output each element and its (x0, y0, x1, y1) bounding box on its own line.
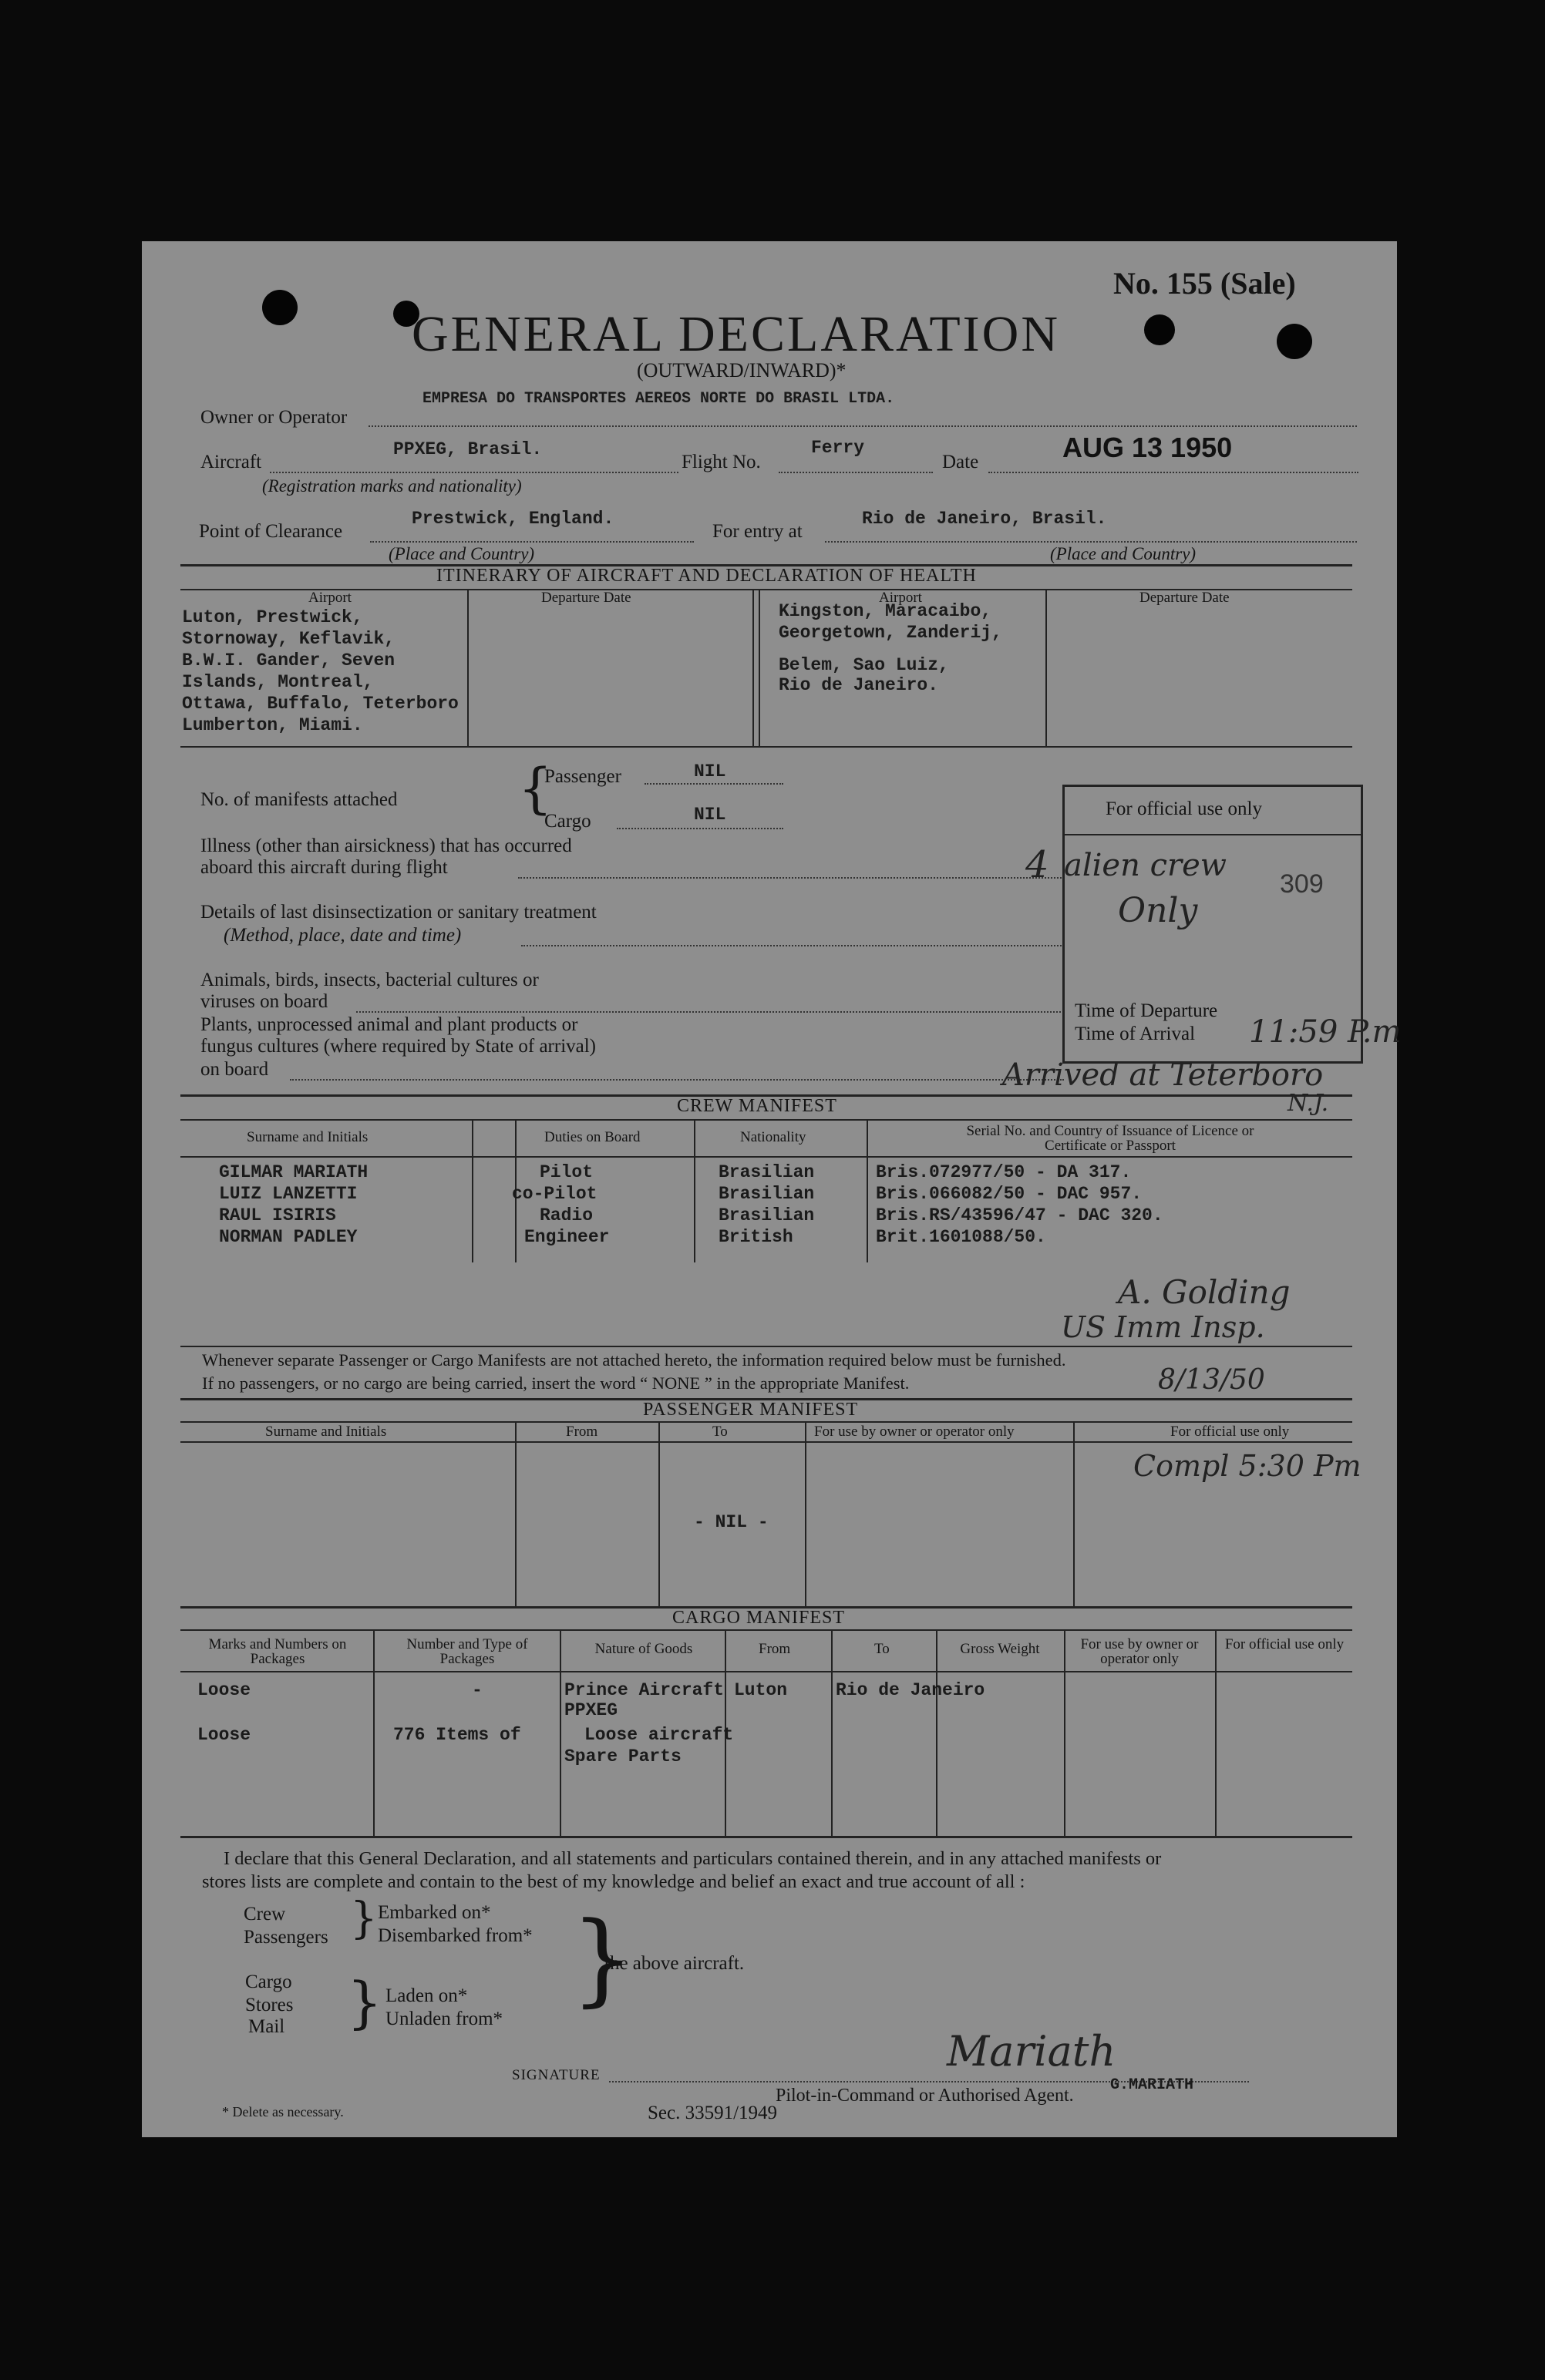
disinsect-note: (Method, place, date and time) (224, 925, 462, 946)
col-divider (1215, 1629, 1217, 1836)
col-divider (831, 1629, 833, 1836)
decl-unladen: Unladen from* (385, 2009, 503, 2029)
entry-line (825, 541, 1357, 543)
cargo-number: - (472, 1680, 483, 1700)
flight-label: Flight No. (682, 452, 761, 472)
decl-above: the above aircraft. (604, 1953, 745, 1974)
pax-col-name: Surname and Initials (265, 1424, 387, 1440)
col-divider (1064, 1629, 1065, 1836)
rule (180, 1346, 1352, 1347)
animals-label: Animals, birds, insects, bacterial cultures or (200, 970, 539, 990)
plants-label: Plants, unprocessed animal and plant products or (200, 1014, 578, 1035)
animals-label: viruses on board (200, 991, 328, 1012)
inspector-date: 8/13/50 (1158, 1364, 1265, 1396)
owner-value: EMPRESA DO TRANSPORTES AEREOS NORTE DO BRASIL LTDA. (422, 390, 895, 408)
col-divider (867, 1119, 868, 1262)
arrival-time-value: 11:59 P.m (1249, 1014, 1402, 1050)
declaration-text: stores lists are complete and contain to the best of my knowledge and belief an exact and true account of all : (202, 1871, 1025, 1892)
crew-name: GILMAR MARIATH (219, 1162, 369, 1182)
passenger-line (645, 783, 783, 785)
rule (180, 746, 1352, 748)
crew-col-name: Surname and Initials (247, 1129, 369, 1145)
col-divider (805, 1421, 806, 1606)
col-departure: Departure Date (1139, 590, 1230, 606)
crew-nationality: Brasilian (719, 1205, 815, 1225)
crew-nationality: Brasilian (719, 1162, 815, 1182)
col-departure: Departure Date (541, 590, 631, 606)
rule (180, 1119, 1352, 1121)
col-divider (373, 1629, 375, 1836)
itinerary-heading: ITINERARY OF AIRCRAFT AND DECLARATION OF HEALTH (436, 566, 977, 586)
punch-hole (262, 290, 298, 325)
illness-label: Illness (other than airsickness) that has occurred (200, 835, 572, 856)
aircraft-label: Aircraft (200, 452, 262, 472)
rule (180, 1671, 1352, 1672)
rule (180, 1421, 1352, 1423)
cargo-col-goods: Nature of Goods (594, 1641, 693, 1657)
crew-heading: CREW MANIFEST (677, 1096, 837, 1116)
crew-nationality: British (719, 1227, 793, 1247)
crew-name: LUIZ LANZETTI (219, 1184, 358, 1204)
left-airport: Luton, Prestwick, (182, 607, 363, 627)
cargo-goods: PPXEG (564, 1700, 618, 1720)
form-subtitle: (OUTWARD/INWARD)* (637, 359, 847, 382)
crew-name: NORMAN PADLEY (219, 1227, 358, 1247)
cargo-col-from: From (759, 1641, 791, 1657)
brace: } (571, 1900, 634, 2017)
cargo-col-operator: For use by owner or operator only (1080, 1636, 1199, 1667)
crew-duty: Engineer (524, 1227, 610, 1247)
decl-laden: Laden on* (385, 1985, 468, 2006)
disinsect-line (521, 945, 1064, 946)
cargo-col-to: To (874, 1641, 890, 1657)
crew-nationality: Brasilian (719, 1184, 815, 1204)
pax-col-to: To (712, 1424, 728, 1440)
form-number: No. 155 (Sale) (1113, 266, 1296, 301)
illness-line (518, 877, 1064, 879)
arrived-note: N.J. (1288, 1090, 1329, 1117)
col-divider (936, 1629, 937, 1836)
signature-label: SIGNATURE (512, 2067, 601, 2083)
plants-label: fungus cultures (where required by State of arrival) (200, 1036, 597, 1057)
cargo-line (617, 828, 783, 829)
col-divider (752, 589, 754, 746)
official-stamp-number: 309 (1280, 869, 1324, 899)
plants-line (290, 1079, 1064, 1081)
left-airport: Stornoway, Keflavik, (182, 629, 396, 649)
left-airport: B.W.I. Gander, Seven (182, 650, 396, 671)
crew-licence: Bris.072977/50 - DA 317. (876, 1162, 1132, 1182)
clearance-note: (Place and Country) (389, 544, 535, 563)
decl-embarked: Embarked on* (378, 1902, 491, 1923)
brace: { (518, 757, 553, 820)
entry-value: Rio de Janeiro, Brasil. (862, 509, 1107, 529)
cargo-from: Luton (734, 1680, 788, 1700)
cargo-goods: Spare Parts (564, 1746, 682, 1767)
col-divider (515, 1421, 517, 1606)
decl-stores: Stores (245, 1995, 294, 2015)
notice-line: Whenever separate Passenger or Cargo Manifests are not attached hereto, the information required below must be furnished. (202, 1350, 1066, 1370)
left-airport: Ottawa, Buffalo, Teterboro (182, 694, 459, 714)
punch-hole (1277, 324, 1312, 359)
cargo-value: NIL (694, 805, 726, 825)
pax-nil: - NIL - (694, 1512, 769, 1532)
crew-col-licence: Serial No. and Country of Issuance of Licence or Certificate or Passport (966, 1123, 1254, 1154)
owner-line (369, 425, 1357, 427)
official-hand-note: Only (1118, 891, 1198, 930)
crew-duty: Radio (540, 1205, 594, 1225)
right-airport: Rio de Janeiro. (779, 675, 939, 695)
clearance-value: Prestwick, England. (412, 509, 614, 529)
brace: } (347, 1970, 382, 2035)
passenger-label: Passenger (544, 766, 621, 787)
crew-col-nationality: Nationality (740, 1129, 806, 1145)
col-divider (467, 589, 469, 746)
notice-line: If no passengers, or no cargo are being carried, insert the word “ NONE ” in the appropriate Manifest. (202, 1373, 910, 1393)
decl-cargo: Cargo (245, 1972, 292, 1992)
crew-licence: Brit.1601088/50. (876, 1227, 1046, 1247)
signer-title: Pilot-in-Command or Authorised Agent. (776, 2086, 1074, 2106)
aircraft-value: PPXEG, Brasil. (393, 439, 543, 459)
cargo-label: Cargo (544, 811, 591, 832)
arrived-note: Arrived at Teterboro (1002, 1057, 1324, 1093)
right-airport: Kingston, Maracaibo, (779, 601, 992, 621)
col-divider (658, 1421, 660, 1606)
col-divider (1073, 1421, 1075, 1606)
cargo-goods: Loose aircraft (584, 1725, 734, 1745)
page-title: GENERAL DECLARATION (412, 306, 1060, 362)
cargo-marks: Loose (197, 1680, 251, 1700)
pax-official-note: Compl 5:30 Pm (1133, 1449, 1362, 1483)
official-hand-number: 4 (1025, 843, 1049, 886)
col-divider (694, 1119, 695, 1262)
plants-label: on board (200, 1059, 269, 1080)
cargo-col-number: Number and Type of Packages (406, 1636, 528, 1667)
footnote: * Delete as necessary. (222, 2104, 344, 2119)
rule (180, 1441, 1352, 1443)
cargo-heading: CARGO MANIFEST (672, 1608, 846, 1628)
inspector-signature: A. Golding (1118, 1273, 1291, 1311)
decl-disembarked: Disembarked from* (378, 1925, 533, 1946)
declaration-text: I declare that this General Declaration, and all statements and particulars contained therein, and in any attached manifests or (224, 1848, 1162, 1869)
entry-label: For entry at (712, 521, 803, 542)
decl-passengers: Passengers (244, 1927, 328, 1948)
col-divider (560, 1629, 561, 1836)
animals-line (356, 1011, 1064, 1013)
brace: } (350, 1894, 378, 1944)
crew-col-duties: Duties on Board (544, 1129, 641, 1145)
crew-licence: Bris.066082/50 - DAC 957. (876, 1184, 1143, 1204)
manifests-label: No. of manifests attached (200, 789, 398, 810)
left-airport: Lumberton, Miami. (182, 715, 363, 735)
passenger-value: NIL (694, 761, 726, 782)
col-airport: Airport (308, 590, 352, 606)
flight-value: Ferry (811, 438, 865, 458)
signature-hand: Mariath (947, 2027, 1116, 2076)
pax-col-operator: For use by owner or operator only (814, 1424, 1015, 1440)
cargo-goods: Prince Aircraft (564, 1680, 725, 1700)
col-airport: Airport (879, 590, 922, 606)
decl-mail: Mail (248, 2016, 285, 2037)
rule (1062, 834, 1363, 835)
clearance-label: Point of Clearance (199, 521, 343, 542)
crew-licence: Bris.RS/43596/47 - DAC 320. (876, 1205, 1163, 1225)
disinsect-label: Details of last disinsectization or sanitary treatment (200, 902, 597, 923)
rule (180, 1629, 1352, 1631)
right-airport: Belem, Sao Luiz, (779, 655, 949, 675)
cargo-col-official: For official use only (1224, 1636, 1345, 1652)
date-stamp: AUG 13 1950 (1062, 432, 1233, 463)
col-divider (1045, 589, 1047, 746)
section-number: Sec. 33591/1949 (648, 2103, 778, 2123)
cargo-marks: Loose (197, 1725, 251, 1745)
entry-note: (Place and Country) (1050, 544, 1197, 563)
cargo-col-weight: Gross Weight (960, 1641, 1040, 1657)
owner-label: Owner or Operator (200, 407, 348, 428)
date-label: Date (942, 452, 979, 472)
cargo-number: 776 Items of (393, 1725, 521, 1745)
crew-duty: Pilot (540, 1162, 594, 1182)
date-line (988, 472, 1358, 473)
col-divider (759, 589, 760, 746)
clearance-line (370, 541, 694, 543)
crew-name: RAUL ISIRIS (219, 1205, 336, 1225)
pax-col-from: From (566, 1424, 598, 1440)
aircraft-line (270, 472, 678, 473)
official-hand-note: alien crew (1064, 848, 1227, 883)
rule (180, 1836, 1352, 1838)
departure-time-label: Time of Departure (1075, 1000, 1218, 1021)
cargo-col-marks: Marks and Numbers on Packages (208, 1636, 347, 1667)
punch-hole (1144, 314, 1175, 345)
left-airport: Islands, Montreal, (182, 672, 374, 692)
right-airport: Georgetown, Zanderij, (779, 623, 1002, 643)
pax-col-official: For official use only (1170, 1424, 1290, 1440)
col-divider (472, 1119, 473, 1262)
inspector-title: US Imm Insp. (1061, 1310, 1265, 1344)
cargo-to: Rio de Janeiro (836, 1680, 985, 1700)
crew-duty: co-Pilot (512, 1184, 597, 1204)
decl-crew: Crew (244, 1904, 286, 1925)
flight-line (779, 472, 933, 473)
official-title: For official use only (1106, 798, 1262, 819)
illness-label: aboard this aircraft during flight (200, 857, 448, 878)
passenger-heading: PASSENGER MANIFEST (643, 1400, 859, 1420)
rule (180, 1156, 1352, 1158)
arrival-time-label: Time of Arrival (1075, 1024, 1196, 1044)
aircraft-note: (Registration marks and nationality) (262, 476, 522, 496)
signature-stamp: G.MARIATH (1110, 2076, 1194, 2094)
